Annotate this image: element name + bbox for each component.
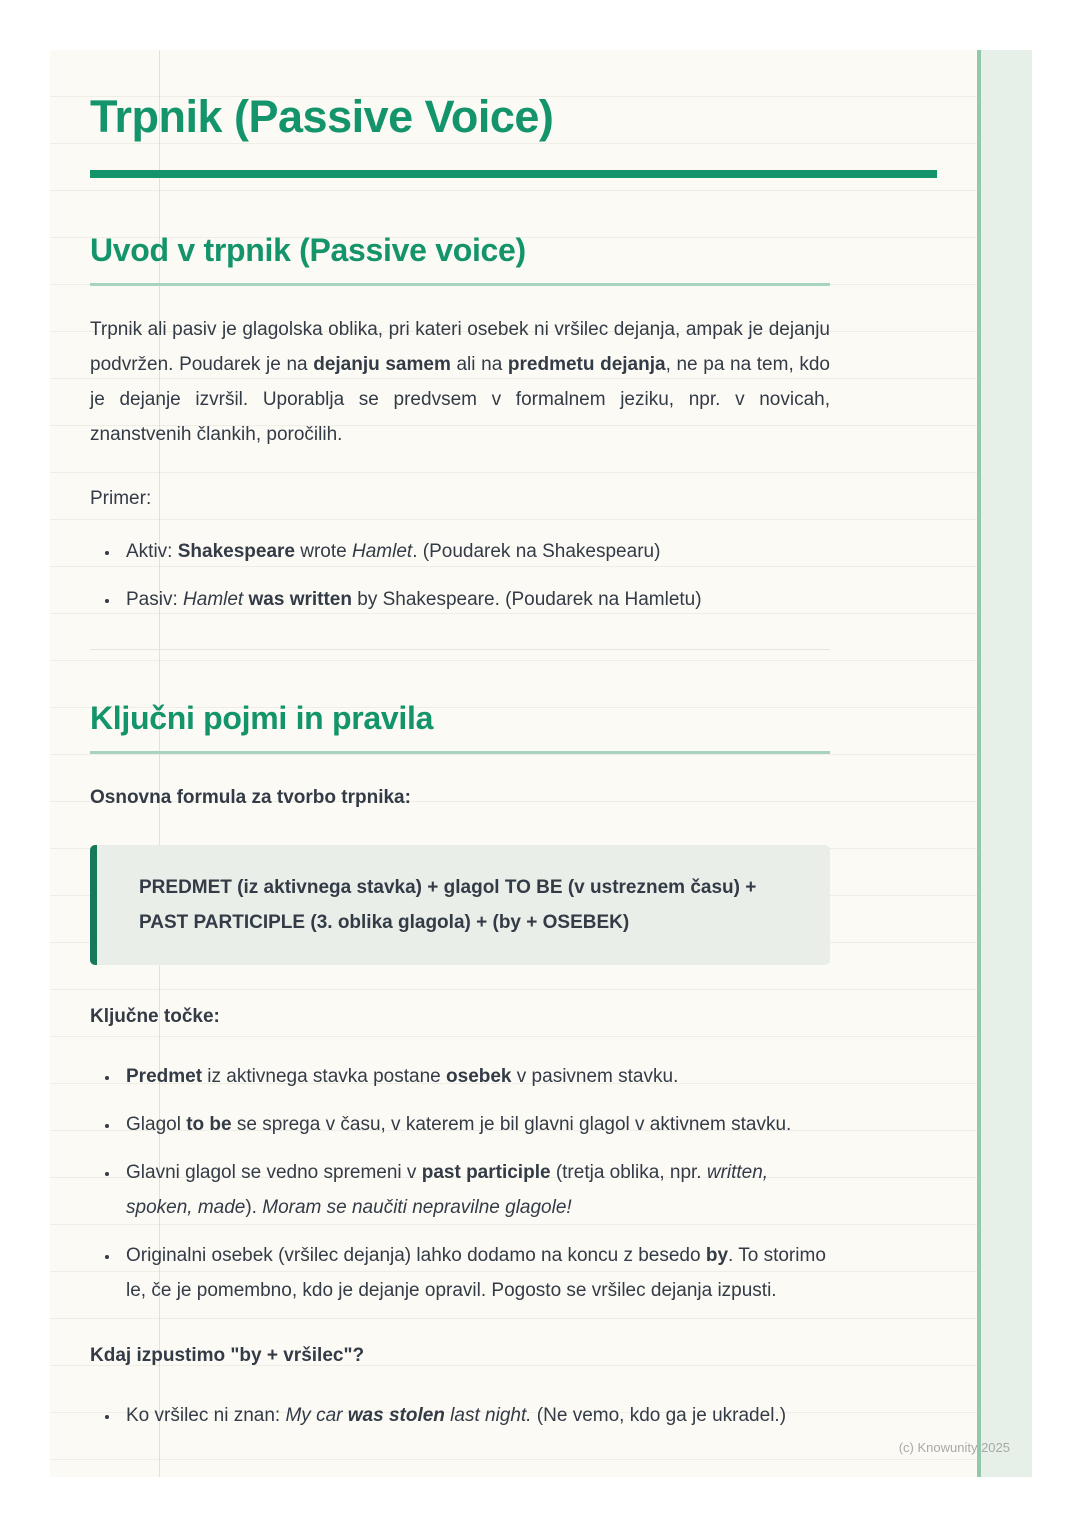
example-list <box>90 534 830 617</box>
section-divider <box>90 649 830 650</box>
list-item: • Pasiv: Hamlet was written by Shakespeare. (Poudarek na Hamletu) <box>120 582 830 617</box>
omit-by-list <box>90 1398 830 1433</box>
list-item: • Originalni osebek (vršilec dejanja) lahko dodamo na koncu z besedo by. To storimo le, če je pomembno, kdo je dejanje opravil. Pogosto se vršilec dejanja izpusti. <box>120 1238 830 1308</box>
rules-heading: Ključni pojmi in pravila <box>90 699 434 736</box>
formula-text: PREDMET (iz aktivnega stavka) + glagol TO BE (v ustreznem času) + PAST PARTICIPLE (3. oblika glagola) + (by + OSEBEK) <box>139 877 757 934</box>
section-intro <box>90 230 830 617</box>
primer-label: Primer: <box>90 487 152 509</box>
intro-heading-rule <box>90 283 830 286</box>
list-item: • Predmet iz aktivnega stavka postane osebek v pasivnem stavku. <box>120 1059 830 1094</box>
rules-heading-rule <box>90 751 830 754</box>
formula-callout <box>90 845 830 965</box>
copyright-watermark: (c) Knowunity 2025 <box>898 1440 1010 1455</box>
key-points-label: Ključne točke: <box>90 1006 220 1028</box>
intro-heading: Uvod v trpnik (Passive voice) <box>90 232 526 268</box>
note-sheet <box>50 50 1032 1477</box>
omit-by-label: Kdaj izpustimo "by + vršilec"? <box>90 1345 365 1367</box>
formula-label: Osnovna formula za tvorbo trpnika: <box>90 786 411 808</box>
note-content <box>50 50 1032 1433</box>
list-item: • Aktiv: Shakespeare wrote Hamlet. (Poudarek na Shakespearu) <box>120 534 830 569</box>
page-title: Trpnik (Passive Voice) <box>90 91 554 142</box>
list-item: • Glagol to be se sprega v času, v katerem je bil glavni glagol v aktivnem stavku. <box>120 1107 830 1142</box>
list-item: • Ko vršilec ni znan: My car was stolen last night. (Ne vemo, kdo ga je ukradel.) <box>120 1398 830 1433</box>
title-underline-rule <box>90 170 937 178</box>
key-points-list <box>90 1059 830 1309</box>
section-rules <box>90 698 830 1433</box>
list-item: • Glavni glagol se vedno spremeni v past participle (tretja oblika, npr. written, spoken, made). Moram se naučiti nepravilne glagole! <box>120 1155 830 1225</box>
intro-paragraph: Trpnik ali pasiv je glagolska oblika, pri kateri osebek ni vršilec dejanja, ampak je dejanju podvržen. Poudarek je na dejanju samem ali na predmetu dejanja, ne pa na tem, kdo je dejanje izvršil. Uporablja se predvsem v formalnem jeziku, npr. v novicah, znanstvenih člankih, poročilih. <box>90 319 830 446</box>
